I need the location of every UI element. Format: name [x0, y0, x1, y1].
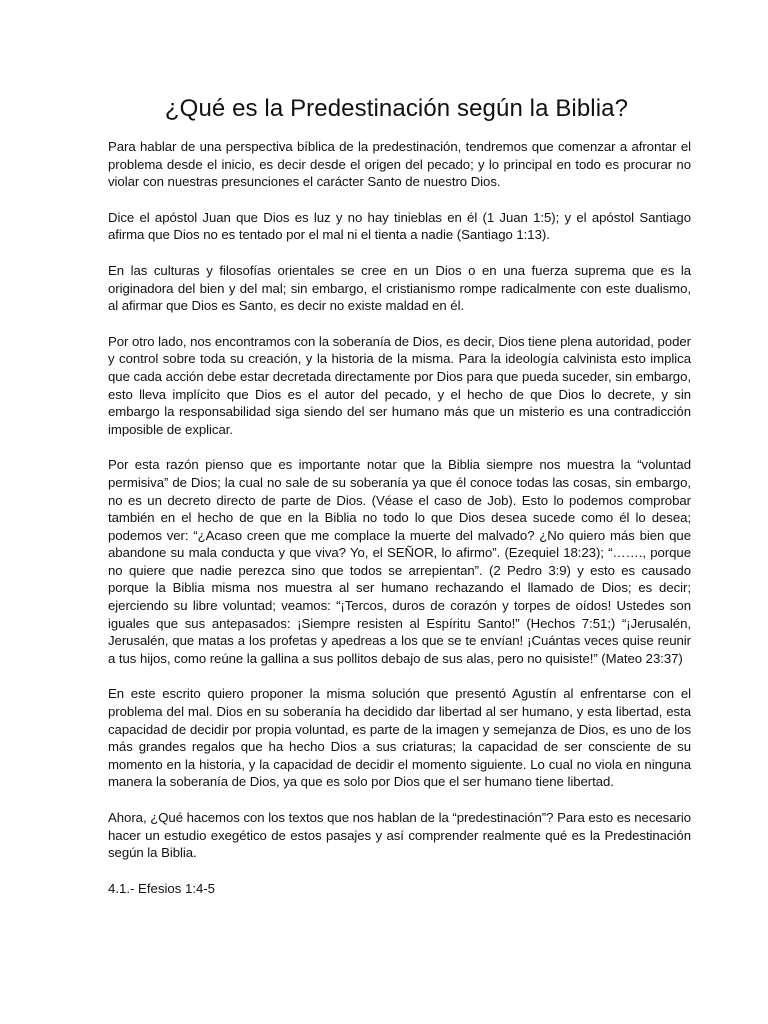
document-title: ¿Qué es la Predestinación según la Biblia? — [164, 95, 629, 122]
paragraph-augustine-solution: En este escrito quiero proponer la misma solución que presentó Agustín al enfrentarse con el problema del mal. Dios en su soberanía ha decidido dar libertad al ser humano, y esta libertad, esta capacidad de decidir por propia voluntad, es parte de la imagen y semejanza de Dios, es uno de los más grandes regalos que ha hecho Dios a sus criaturas; la capacidad de ser consciente de su momento en la historia, y la capacidad de decidir el momento siguiente. Lo cual no viola en ninguna manera la soberanía de Dios, ya que es solo por Dios que el ser humano tiene libertad. — [108, 686, 691, 790]
paragraph-exegetical-study: Ahora, ¿Qué hacemos con los textos que nos hablan de la “predestinación”? Para esto es necesario hacer un estudio exegético de estos pasajes y así comprender realmente qué es la Predestinación según la Biblia. — [108, 810, 691, 861]
paragraph-oriental-dualism: En las culturas y filosofías orientales se cree en un Dios o en una fuerza suprema que es la originadora del bien y del mal; sin embargo, el cristianismo rompe radicalmente con este dualismo, al afirmar que Dios es Santo, es decir no existe maldad en él. — [108, 262, 691, 314]
section-heading: 4.1.- Efesios 1:4-5 — [108, 880, 216, 896]
paragraph-origin-of-sin: Para hablar de una perspectiva bíblica de la predestinación, tendremos que comenzar a afrontar el problema desde el inicio, es decir desde el origen del pecado; y lo principal en todo es procurar no violar con nuestras presunciones el carácter Santo de nuestro Dios. — [108, 139, 691, 190]
paragraph-god-is-light: Dice el apóstol Juan que Dios es luz y no hay tinieblas en él (1 Juan 1:5); y el apóstol Santiago afirma que Dios no es tentado por el mal ni el tienta a nadie (Santiago 1:13). — [108, 209, 691, 243]
paragraph-sovereignty: Por otro lado, nos encontramos con la soberanía de Dios, es decir, Dios tiene plena autoridad, poder y control sobre toda su creación, y la historia de la misma. Para la ideología calvinista esto implica que cada acción debe estar decretada directamente por Dios para que pueda suceder, sin embargo, esto lleva implícito que Dios es el autor del pecado, y el hecho de que Dios lo decrete, y sin embargo la responsabilidad siga siendo del ser humano más que un misterio es una contradicción imposible de explicar. — [108, 333, 691, 437]
paragraph-permissive-will: Por esta razón pienso que es importante notar que la Biblia siempre nos muestra la “voluntad permisiva” de Dios; la cual no sale de su soberanía ya que él conoce todas las cosas, sin embargo, no es un decreto directo de parte de Dios. (Véase el caso de Job). Esto lo podemos comprobar también en el hecho de que en la Biblia no todo lo que Dios desea sucede como él lo desea; podemos ver: “¿Acaso creen que me complace la muerte del malvado? ¿No quiero más bien que abandone su mala conducta y que viva? Yo, el SEÑOR, lo afirmo”. (Ezequiel 18:23); “……., porque no quiere que nadie perezca sino que todos se arrepientan”. (2 Pedro 3:9) y esto es causado porque la Biblia misma nos muestra al ser humano rechazando el llamado de Dios; es decir; ejerciendo su libre voluntad; veamos: “¡Tercos, duros de corazón y torpes de oídos! Ustedes son iguales que sus antepasados: ¡Siempre resisten al Espíritu Santo!” (Hechos 7:51;) “¡Jerusalén, Jerusalén, que matas a los profetas y apedreas a los que se te envían! ¡Cuántas veces quise reunir a tus hijos, como reúne la gallina a sus pollitos debajo de sus alas, pero no quisiste!” (Mateo 23:37) — [108, 457, 691, 666]
